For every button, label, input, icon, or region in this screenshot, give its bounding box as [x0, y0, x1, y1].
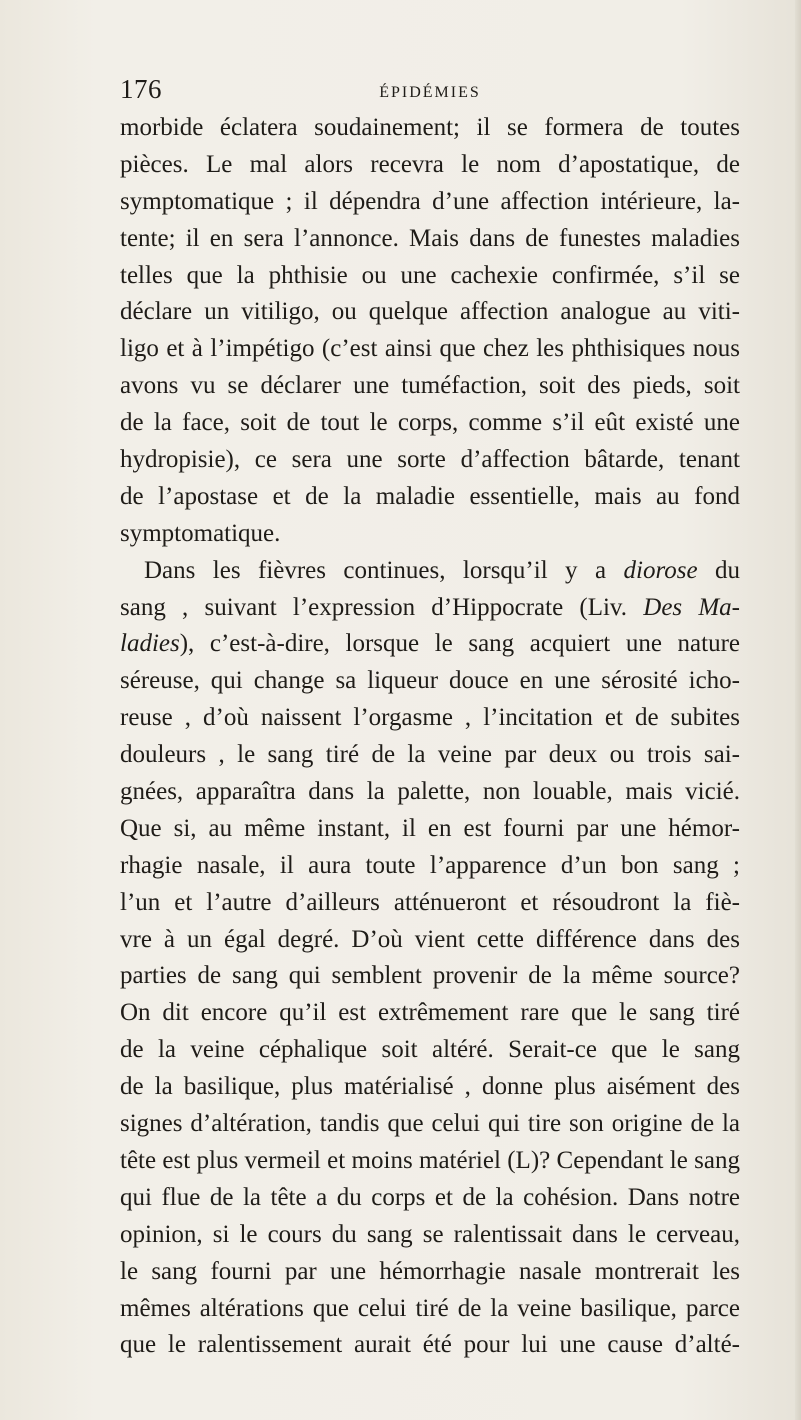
text-line: signes d’altération, tandis que celui qui tire son origine de la	[120, 1110, 740, 1138]
text-line: que le ralentissement aurait été pour lui une cause d’alté-	[120, 1331, 740, 1359]
text-line: le sang fourni par une hémorrhagie nasale montrerait les	[120, 1257, 740, 1285]
text-line: morbide éclatera soudainement; il se formera de toutes	[120, 114, 740, 141]
italic-title: Des Ma-	[643, 593, 740, 621]
text-run: sang , suivant l’expression d’Hippocrate (Liv.	[120, 593, 644, 621]
paragraph-start-line	[120, 553, 740, 590]
text-line: Que si, au même instant, il en est fourni par une hémor-	[120, 814, 740, 842]
text-line	[120, 626, 740, 663]
text-line: symptomatique ; il dépendra d’une affection intérieure, la-	[120, 187, 740, 215]
text-line: séreuse, qui change sa liqueur douce en une sérosité icho-	[120, 667, 740, 695]
text-line: avons vu se déclarer une tuméfaction, soit des pieds, soit	[120, 372, 740, 400]
text-line: opinion, si le cours du sang se ralentissait dans le cerveau,	[120, 1220, 740, 1248]
paragraph-end-line: symptomatique.	[120, 519, 281, 547]
text-line: vre à un égal degré. D’où vient cette différence dans des	[120, 925, 740, 953]
text-line: hydropisie), ce sera une sorte d’affection bâtarde, tenant	[120, 446, 740, 474]
page-number: 176	[120, 74, 162, 104]
text-line: mêmes altérations que celui tiré de la veine basilique, parce	[120, 1294, 740, 1322]
text-line: douleurs , le sang tiré de la veine par deux ou trois sai-	[120, 741, 740, 769]
running-head: ÉPIDÉMIES	[379, 84, 481, 101]
page-edge	[795, 0, 801, 1420]
text-line: de la veine céphalique soit altéré. Serait-ce que le sang	[120, 1036, 740, 1064]
page-header	[120, 74, 740, 110]
text-line: déclare un vitiligo, ou quelque affection analogue au viti-	[120, 298, 740, 326]
text-line: qui flue de la tête a du corps et de la cohésion. Dans notre	[120, 1183, 740, 1211]
text-line: de l’apostase et de la maladie essentielle, mais au fond	[120, 482, 740, 510]
italic-title: ladies	[120, 630, 180, 658]
text-line: tête est plus vermeil et moins matériel (L)? Cependant le sang	[120, 1146, 740, 1174]
text-line: gnées, apparaîtra dans la palette, non louable, mais vicié.	[120, 778, 740, 806]
text-line: rhagie nasale, il aura toute l’apparence d’un bon sang ;	[120, 851, 740, 879]
text-run: ), c’est-à-dire, lorsque le sang acquiert une nature	[179, 630, 740, 658]
text-run: du	[697, 556, 740, 584]
text-line: tente; il en sera l’annonce. Mais dans de funestes maladies	[120, 224, 740, 252]
text-line: pièces. Le mal alors recevra le nom d’apostatique, de	[120, 150, 740, 178]
body-text	[120, 110, 740, 1364]
text-line: reuse , d’où naissent l’orgasme , l’incitation et de subites	[120, 704, 740, 732]
text-line: l’un et l’autre d’ailleurs atténueront et résoudront la fiè-	[120, 888, 740, 916]
italic-term: diorose	[623, 556, 698, 584]
text-line: telles que la phthisie ou une cachexie confirmée, s’il se	[120, 261, 740, 289]
text-line: parties de sang qui semblent provenir de la même source?	[120, 962, 740, 990]
text-line: de la basilique, plus matérialisé , donne plus aisément des	[120, 1073, 740, 1101]
text-line: de la face, soit de tout le corps, comme s’il eût existé une	[120, 409, 740, 437]
text-line	[120, 590, 740, 627]
text-line: On dit encore qu’il est extrêmement rare que le sang tiré	[120, 999, 740, 1027]
text-run: Dans les fièvres continues, lorsqu’il y a	[144, 556, 624, 584]
text-line: ligo et à l’impétigo (c’est ainsi que chez les phthisiques nous	[120, 335, 740, 363]
